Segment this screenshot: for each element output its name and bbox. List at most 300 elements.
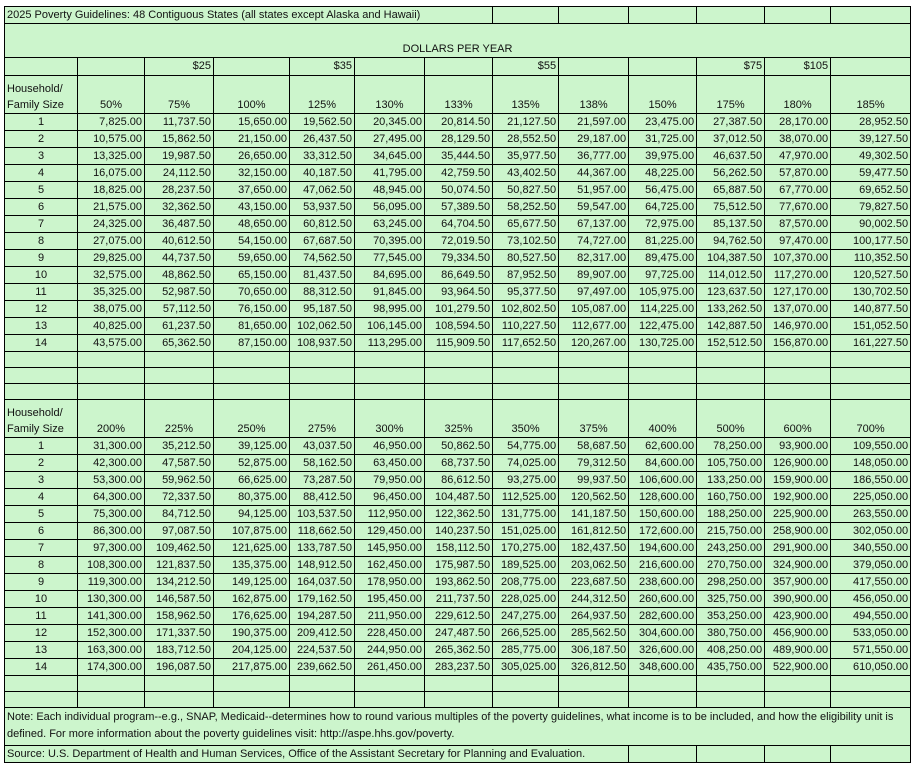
amount-cell[interactable]: 81,225.00: [629, 233, 697, 250]
rounding-cell[interactable]: $75: [697, 58, 765, 76]
family-size-cell[interactable]: 2: [5, 131, 78, 148]
amount-cell[interactable]: 20,814.50: [425, 114, 493, 131]
amount-cell[interactable]: 28,170.00: [765, 114, 831, 131]
amount-cell[interactable]: 192,900.00: [765, 489, 831, 506]
amount-cell[interactable]: 209,412.50: [290, 625, 355, 642]
amount-cell[interactable]: 81,437.50: [290, 267, 355, 284]
empty-cell[interactable]: [355, 352, 425, 368]
percent-header[interactable]: 325%: [425, 400, 493, 438]
empty-cell[interactable]: [425, 384, 493, 400]
amount-cell[interactable]: 325,750.00: [697, 591, 765, 608]
empty-cell[interactable]: [425, 352, 493, 368]
amount-cell[interactable]: 115,909.50: [425, 335, 493, 352]
amount-cell[interactable]: 44,367.00: [559, 165, 629, 182]
amount-cell[interactable]: 39,975.00: [629, 148, 697, 165]
amount-cell[interactable]: 75,512.50: [697, 199, 765, 216]
amount-cell[interactable]: 182,437.50: [559, 540, 629, 557]
empty-cell[interactable]: [831, 384, 911, 400]
amount-cell[interactable]: 326,812.50: [559, 659, 629, 676]
amount-cell[interactable]: 64,704.50: [425, 216, 493, 233]
amount-cell[interactable]: 37,650.00: [214, 182, 290, 199]
amount-cell[interactable]: 88,412.50: [290, 489, 355, 506]
amount-cell[interactable]: 194,600.00: [629, 540, 697, 557]
percent-header[interactable]: 250%: [214, 400, 290, 438]
amount-cell[interactable]: 130,725.00: [629, 335, 697, 352]
family-size-cell[interactable]: 7: [5, 216, 78, 233]
family-size-cell[interactable]: 9: [5, 250, 78, 267]
amount-cell[interactable]: 247,487.50: [425, 625, 493, 642]
empty-cell[interactable]: [78, 384, 145, 400]
empty-cell[interactable]: [629, 692, 697, 708]
amount-cell[interactable]: 164,037.50: [290, 574, 355, 591]
amount-cell[interactable]: 127,170.00: [765, 284, 831, 301]
amount-cell[interactable]: 244,312.50: [559, 591, 629, 608]
rounding-cell[interactable]: [78, 58, 145, 76]
amount-cell[interactable]: 43,575.00: [78, 335, 145, 352]
amount-cell[interactable]: 223,687.50: [559, 574, 629, 591]
amount-cell[interactable]: 107,875.00: [214, 523, 290, 540]
amount-cell[interactable]: 158,112.50: [425, 540, 493, 557]
amount-cell[interactable]: 63,245.00: [355, 216, 425, 233]
percent-header[interactable]: 225%: [145, 400, 214, 438]
amount-cell[interactable]: 10,575.00: [78, 131, 145, 148]
empty-cell[interactable]: [355, 676, 425, 692]
amount-cell[interactable]: 340,550.00: [831, 540, 911, 557]
amount-cell[interactable]: 211,737.50: [425, 591, 493, 608]
amount-cell[interactable]: 170,275.00: [493, 540, 559, 557]
percent-header[interactable]: 175%: [697, 76, 765, 114]
empty-cell[interactable]: [78, 692, 145, 708]
amount-cell[interactable]: 29,825.00: [78, 250, 145, 267]
amount-cell[interactable]: 225,900.00: [765, 506, 831, 523]
percent-header[interactable]: 400%: [629, 400, 697, 438]
amount-cell[interactable]: 46,637.50: [697, 148, 765, 165]
amount-cell[interactable]: 31,300.00: [78, 438, 145, 455]
amount-cell[interactable]: 79,827.50: [831, 199, 911, 216]
amount-cell[interactable]: 47,970.00: [765, 148, 831, 165]
amount-cell[interactable]: 193,862.50: [425, 574, 493, 591]
empty-cell[interactable]: [145, 676, 214, 692]
family-size-cell[interactable]: 4: [5, 489, 78, 506]
percent-header[interactable]: 125%: [290, 76, 355, 114]
amount-cell[interactable]: 140,877.50: [831, 301, 911, 318]
amount-cell[interactable]: 183,712.50: [145, 642, 214, 659]
amount-cell[interactable]: 42,759.50: [425, 165, 493, 182]
amount-cell[interactable]: 390,900.00: [765, 591, 831, 608]
amount-cell[interactable]: 73,102.50: [493, 233, 559, 250]
amount-cell[interactable]: 21,575.00: [78, 199, 145, 216]
amount-cell[interactable]: 148,912.50: [290, 557, 355, 574]
amount-cell[interactable]: 215,750.00: [697, 523, 765, 540]
amount-cell[interactable]: 74,727.00: [559, 233, 629, 250]
amount-cell[interactable]: 29,187.00: [559, 131, 629, 148]
amount-cell[interactable]: 489,900.00: [765, 642, 831, 659]
amount-cell[interactable]: 7,825.00: [78, 114, 145, 131]
amount-cell[interactable]: 35,444.50: [425, 148, 493, 165]
amount-cell[interactable]: 58,162.50: [290, 455, 355, 472]
amount-cell[interactable]: 175,987.50: [425, 557, 493, 574]
amount-cell[interactable]: 134,212.50: [145, 574, 214, 591]
percent-header[interactable]: 150%: [629, 76, 697, 114]
amount-cell[interactable]: 120,562.50: [559, 489, 629, 506]
amount-cell[interactable]: 15,650.00: [214, 114, 290, 131]
amount-cell[interactable]: 47,587.50: [145, 455, 214, 472]
amount-cell[interactable]: 150,600.00: [629, 506, 697, 523]
empty-cell[interactable]: [5, 352, 78, 368]
amount-cell[interactable]: 89,907.00: [559, 267, 629, 284]
rounding-cell[interactable]: [214, 58, 290, 76]
amount-cell[interactable]: 228,450.00: [355, 625, 425, 642]
amount-cell[interactable]: 141,187.50: [559, 506, 629, 523]
amount-cell[interactable]: 305,025.00: [493, 659, 559, 676]
amount-cell[interactable]: 133,250.00: [697, 472, 765, 489]
amount-cell[interactable]: 189,525.00: [493, 557, 559, 574]
amount-cell[interactable]: 65,887.50: [697, 182, 765, 199]
amount-cell[interactable]: 122,362.50: [425, 506, 493, 523]
amount-cell[interactable]: 50,074.50: [425, 182, 493, 199]
amount-cell[interactable]: 35,325.00: [78, 284, 145, 301]
empty-cell[interactable]: [145, 692, 214, 708]
family-size-cell[interactable]: 3: [5, 148, 78, 165]
amount-cell[interactable]: 203,062.50: [559, 557, 629, 574]
amount-cell[interactable]: 120,267.00: [559, 335, 629, 352]
family-size-cell[interactable]: 7: [5, 540, 78, 557]
amount-cell[interactable]: 48,225.00: [629, 165, 697, 182]
empty-cell[interactable]: [831, 352, 911, 368]
empty-cell[interactable]: [290, 352, 355, 368]
family-size-cell[interactable]: 11: [5, 284, 78, 301]
empty-cell[interactable]: [765, 7, 831, 24]
amount-cell[interactable]: 110,352.50: [831, 250, 911, 267]
amount-cell[interactable]: 59,547.00: [559, 199, 629, 216]
empty-cell[interactable]: [493, 676, 559, 692]
empty-cell[interactable]: [493, 368, 559, 384]
empty-cell[interactable]: [697, 692, 765, 708]
amount-cell[interactable]: 52,987.50: [145, 284, 214, 301]
amount-cell[interactable]: 99,937.50: [559, 472, 629, 489]
amount-cell[interactable]: 174,300.00: [78, 659, 145, 676]
empty-cell[interactable]: [697, 384, 765, 400]
amount-cell[interactable]: 102,062.50: [290, 318, 355, 335]
amount-cell[interactable]: 61,237.50: [145, 318, 214, 335]
amount-cell[interactable]: 97,497.00: [559, 284, 629, 301]
amount-cell[interactable]: 40,187.50: [290, 165, 355, 182]
amount-cell[interactable]: 96,450.00: [355, 489, 425, 506]
amount-cell[interactable]: 216,600.00: [629, 557, 697, 574]
rounding-cell[interactable]: [831, 58, 911, 76]
amount-cell[interactable]: 93,275.00: [493, 472, 559, 489]
amount-cell[interactable]: 28,129.50: [425, 131, 493, 148]
amount-cell[interactable]: 129,450.00: [355, 523, 425, 540]
percent-header[interactable]: 50%: [78, 76, 145, 114]
amount-cell[interactable]: 456,050.00: [831, 591, 911, 608]
amount-cell[interactable]: 64,300.00: [78, 489, 145, 506]
percent-header[interactable]: 200%: [78, 400, 145, 438]
amount-cell[interactable]: 102,802.50: [493, 301, 559, 318]
amount-cell[interactable]: 123,637.50: [697, 284, 765, 301]
family-size-cell[interactable]: 6: [5, 523, 78, 540]
amount-cell[interactable]: 78,250.00: [697, 438, 765, 455]
amount-cell[interactable]: 66,625.00: [214, 472, 290, 489]
amount-cell[interactable]: 21,597.00: [559, 114, 629, 131]
empty-cell[interactable]: [493, 352, 559, 368]
empty-cell[interactable]: [290, 676, 355, 692]
amount-cell[interactable]: 179,162.50: [290, 591, 355, 608]
empty-cell[interactable]: [290, 368, 355, 384]
amount-cell[interactable]: 148,050.00: [831, 455, 911, 472]
amount-cell[interactable]: 77,545.00: [355, 250, 425, 267]
amount-cell[interactable]: 208,775.00: [493, 574, 559, 591]
percent-header[interactable]: 135%: [493, 76, 559, 114]
empty-cell[interactable]: [425, 692, 493, 708]
amount-cell[interactable]: 46,950.00: [355, 438, 425, 455]
family-size-cell[interactable]: 11: [5, 608, 78, 625]
amount-cell[interactable]: 72,337.50: [145, 489, 214, 506]
empty-cell[interactable]: [765, 676, 831, 692]
family-size-cell[interactable]: 8: [5, 233, 78, 250]
amount-cell[interactable]: 72,019.50: [425, 233, 493, 250]
amount-cell[interactable]: 112,950.00: [355, 506, 425, 523]
amount-cell[interactable]: 522,900.00: [765, 659, 831, 676]
amount-cell[interactable]: 86,649.50: [425, 267, 493, 284]
amount-cell[interactable]: 195,450.00: [355, 591, 425, 608]
amount-cell[interactable]: 26,650.00: [214, 148, 290, 165]
amount-cell[interactable]: 151,052.50: [831, 318, 911, 335]
rounding-cell[interactable]: [559, 58, 629, 76]
amount-cell[interactable]: 11,737.50: [145, 114, 214, 131]
empty-cell[interactable]: [629, 352, 697, 368]
amount-cell[interactable]: 58,252.50: [493, 199, 559, 216]
amount-cell[interactable]: 186,550.00: [831, 472, 911, 489]
amount-cell[interactable]: 86,612.50: [425, 472, 493, 489]
amount-cell[interactable]: 52,875.00: [214, 455, 290, 472]
amount-cell[interactable]: 130,702.50: [831, 284, 911, 301]
amount-cell[interactable]: 59,962.50: [145, 472, 214, 489]
amount-cell[interactable]: 408,250.00: [697, 642, 765, 659]
amount-cell[interactable]: 74,562.50: [290, 250, 355, 267]
amount-cell[interactable]: 74,025.00: [493, 455, 559, 472]
amount-cell[interactable]: 211,950.00: [355, 608, 425, 625]
amount-cell[interactable]: 265,362.50: [425, 642, 493, 659]
amount-cell[interactable]: 158,962.50: [145, 608, 214, 625]
amount-cell[interactable]: 79,334.50: [425, 250, 493, 267]
amount-cell[interactable]: 357,900.00: [765, 574, 831, 591]
amount-cell[interactable]: 65,677.50: [493, 216, 559, 233]
amount-cell[interactable]: 176,625.00: [214, 608, 290, 625]
amount-cell[interactable]: 18,825.00: [78, 182, 145, 199]
empty-cell[interactable]: [214, 676, 290, 692]
amount-cell[interactable]: 87,952.50: [493, 267, 559, 284]
empty-cell[interactable]: [290, 384, 355, 400]
amount-cell[interactable]: 35,977.50: [493, 148, 559, 165]
amount-cell[interactable]: 91,845.00: [355, 284, 425, 301]
amount-cell[interactable]: 298,250.00: [697, 574, 765, 591]
amount-cell[interactable]: 146,970.00: [765, 318, 831, 335]
amount-cell[interactable]: 119,300.00: [78, 574, 145, 591]
amount-cell[interactable]: 162,450.00: [355, 557, 425, 574]
amount-cell[interactable]: 51,957.00: [559, 182, 629, 199]
amount-cell[interactable]: 80,527.50: [493, 250, 559, 267]
empty-cell[interactable]: [78, 676, 145, 692]
amount-cell[interactable]: 73,287.50: [290, 472, 355, 489]
amount-cell[interactable]: 38,070.00: [765, 131, 831, 148]
empty-cell[interactable]: [493, 7, 559, 24]
amount-cell[interactable]: 56,095.00: [355, 199, 425, 216]
amount-cell[interactable]: 93,900.00: [765, 438, 831, 455]
amount-cell[interactable]: 50,862.50: [425, 438, 493, 455]
amount-cell[interactable]: 21,150.00: [214, 131, 290, 148]
amount-cell[interactable]: 380,750.00: [697, 625, 765, 642]
amount-cell[interactable]: 67,687.50: [290, 233, 355, 250]
amount-cell[interactable]: 247,275.00: [493, 608, 559, 625]
amount-cell[interactable]: 108,594.50: [425, 318, 493, 335]
amount-cell[interactable]: 160,750.00: [697, 489, 765, 506]
amount-cell[interactable]: 20,345.00: [355, 114, 425, 131]
amount-cell[interactable]: 264,937.50: [559, 608, 629, 625]
amount-cell[interactable]: 33,312.50: [290, 148, 355, 165]
amount-cell[interactable]: 88,312.50: [290, 284, 355, 301]
amount-cell[interactable]: 97,300.00: [78, 540, 145, 557]
amount-cell[interactable]: 348,600.00: [629, 659, 697, 676]
amount-cell[interactable]: 196,087.50: [145, 659, 214, 676]
amount-cell[interactable]: 37,012.50: [697, 131, 765, 148]
amount-cell[interactable]: 163,300.00: [78, 642, 145, 659]
amount-cell[interactable]: 159,900.00: [765, 472, 831, 489]
amount-cell[interactable]: 19,987.50: [145, 148, 214, 165]
amount-cell[interactable]: 114,225.00: [629, 301, 697, 318]
amount-cell[interactable]: 306,187.50: [559, 642, 629, 659]
empty-cell[interactable]: [629, 368, 697, 384]
amount-cell[interactable]: 117,652.50: [493, 335, 559, 352]
family-size-cell[interactable]: 13: [5, 318, 78, 335]
amount-cell[interactable]: 62,600.00: [629, 438, 697, 455]
amount-cell[interactable]: 28,552.50: [493, 131, 559, 148]
amount-cell[interactable]: 130,300.00: [78, 591, 145, 608]
amount-cell[interactable]: 47,062.50: [290, 182, 355, 199]
amount-cell[interactable]: 65,150.00: [214, 267, 290, 284]
percent-header[interactable]: 75%: [145, 76, 214, 114]
amount-cell[interactable]: 27,495.00: [355, 131, 425, 148]
amount-cell[interactable]: 456,900.00: [765, 625, 831, 642]
amount-cell[interactable]: 86,300.00: [78, 523, 145, 540]
empty-cell[interactable]: [355, 692, 425, 708]
percent-header[interactable]: 133%: [425, 76, 493, 114]
family-size-cell[interactable]: 5: [5, 182, 78, 199]
amount-cell[interactable]: 53,937.50: [290, 199, 355, 216]
household-family-size-header[interactable]: [5, 76, 78, 114]
amount-cell[interactable]: 48,945.00: [355, 182, 425, 199]
amount-cell[interactable]: 80,375.00: [214, 489, 290, 506]
amount-cell[interactable]: 84,712.50: [145, 506, 214, 523]
amount-cell[interactable]: 137,070.00: [765, 301, 831, 318]
amount-cell[interactable]: 60,812.50: [290, 216, 355, 233]
family-size-cell[interactable]: 5: [5, 506, 78, 523]
rounding-cell[interactable]: $105: [765, 58, 831, 76]
empty-cell[interactable]: [5, 368, 78, 384]
empty-cell[interactable]: [697, 368, 765, 384]
amount-cell[interactable]: 59,650.00: [214, 250, 290, 267]
amount-cell[interactable]: 140,237.50: [425, 523, 493, 540]
empty-cell[interactable]: [214, 352, 290, 368]
amount-cell[interactable]: 110,227.50: [493, 318, 559, 335]
empty-cell[interactable]: [629, 676, 697, 692]
amount-cell[interactable]: 36,487.50: [145, 216, 214, 233]
amount-cell[interactable]: 260,600.00: [629, 591, 697, 608]
amount-cell[interactable]: 270,750.00: [697, 557, 765, 574]
amount-cell[interactable]: 149,125.00: [214, 574, 290, 591]
amount-cell[interactable]: 435,750.00: [697, 659, 765, 676]
amount-cell[interactable]: 94,762.50: [697, 233, 765, 250]
amount-cell[interactable]: 126,900.00: [765, 455, 831, 472]
amount-cell[interactable]: 93,964.50: [425, 284, 493, 301]
amount-cell[interactable]: 114,012.50: [697, 267, 765, 284]
amount-cell[interactable]: 112,677.00: [559, 318, 629, 335]
amount-cell[interactable]: 533,050.00: [831, 625, 911, 642]
rounding-cell[interactable]: [355, 58, 425, 76]
amount-cell[interactable]: 106,600.00: [629, 472, 697, 489]
family-size-cell[interactable]: 4: [5, 165, 78, 182]
amount-cell[interactable]: 161,812.50: [559, 523, 629, 540]
amount-cell[interactable]: 82,317.00: [559, 250, 629, 267]
amount-cell[interactable]: 95,377.50: [493, 284, 559, 301]
percent-header[interactable]: 130%: [355, 76, 425, 114]
amount-cell[interactable]: 121,837.50: [145, 557, 214, 574]
amount-cell[interactable]: 224,537.50: [290, 642, 355, 659]
empty-cell[interactable]: [145, 368, 214, 384]
empty-cell[interactable]: [559, 7, 629, 24]
empty-cell[interactable]: [559, 384, 629, 400]
empty-cell[interactable]: [5, 692, 78, 708]
family-size-cell[interactable]: 3: [5, 472, 78, 489]
empty-cell[interactable]: [765, 352, 831, 368]
amount-cell[interactable]: 63,450.00: [355, 455, 425, 472]
amount-cell[interactable]: 291,900.00: [765, 540, 831, 557]
amount-cell[interactable]: 610,050.00: [831, 659, 911, 676]
amount-cell[interactable]: 104,387.50: [697, 250, 765, 267]
amount-cell[interactable]: 243,250.00: [697, 540, 765, 557]
amount-cell[interactable]: 326,600.00: [629, 642, 697, 659]
empty-cell[interactable]: [697, 676, 765, 692]
amount-cell[interactable]: 285,562.50: [559, 625, 629, 642]
empty-cell[interactable]: [765, 692, 831, 708]
amount-cell[interactable]: 67,137.00: [559, 216, 629, 233]
amount-cell[interactable]: 54,775.00: [493, 438, 559, 455]
amount-cell[interactable]: 172,600.00: [629, 523, 697, 540]
amount-cell[interactable]: 141,300.00: [78, 608, 145, 625]
empty-cell[interactable]: [831, 368, 911, 384]
amount-cell[interactable]: 38,075.00: [78, 301, 145, 318]
amount-cell[interactable]: 32,575.00: [78, 267, 145, 284]
amount-cell[interactable]: 302,050.00: [831, 523, 911, 540]
amount-cell[interactable]: 113,295.00: [355, 335, 425, 352]
amount-cell[interactable]: 59,477.50: [831, 165, 911, 182]
amount-cell[interactable]: 84,695.00: [355, 267, 425, 284]
amount-cell[interactable]: 67,770.00: [765, 182, 831, 199]
amount-cell[interactable]: 84,600.00: [629, 455, 697, 472]
amount-cell[interactable]: 106,145.00: [355, 318, 425, 335]
amount-cell[interactable]: 56,262.50: [697, 165, 765, 182]
amount-cell[interactable]: 225,050.00: [831, 489, 911, 506]
amount-cell[interactable]: 105,750.00: [697, 455, 765, 472]
amount-cell[interactable]: 16,075.00: [78, 165, 145, 182]
amount-cell[interactable]: 68,737.50: [425, 455, 493, 472]
amount-cell[interactable]: 50,827.50: [493, 182, 559, 199]
amount-cell[interactable]: 44,737.50: [145, 250, 214, 267]
household-family-size-header[interactable]: [5, 400, 78, 438]
percent-header[interactable]: 185%: [831, 76, 911, 114]
amount-cell[interactable]: 97,725.00: [629, 267, 697, 284]
amount-cell[interactable]: 146,587.50: [145, 591, 214, 608]
